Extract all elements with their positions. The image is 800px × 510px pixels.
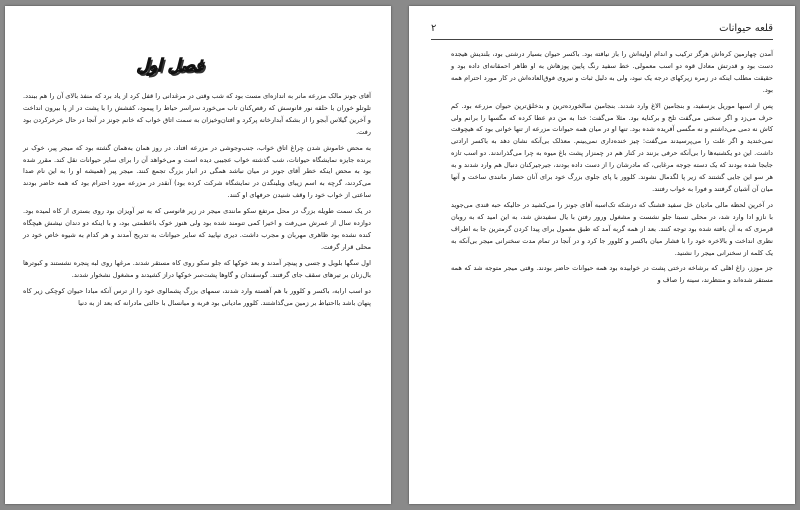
header-rule (431, 39, 773, 40)
right-page-body (451, 49, 773, 498)
paragraph: جز موزز، زاغ اهلی که برشاخه درختی پشت در خوابیده بود همه حیوانات حاضر بودند. وقتی میجر متوجه شد که همه مستقر شده‌اند و منتظرند، سینه را صاف و (451, 264, 773, 285)
running-header (431, 23, 773, 37)
paragraph: آمدن چهارمین کره‌اش هرگز ترکیب و اندام اولیه‌اش را باز نیافته بود. باکسر حیوان بسیار درشتی بود، بلندیش هیجده دست بود و قدرتش معادل قوه دو اسب معمولی. خط سفید رنگ پایین پوزهاش به او ظاهر احمقانه‌ای داده بود و حقیقت مطلب اینکه در زمره زیرکهای درجه یک نبود، ولی به دلیل ثبات و نیروی فوق‌العاده‌اش در کار مورد احترام همه بود. (451, 50, 773, 94)
chapter-title: فصل اول (136, 56, 204, 76)
left-page (5, 6, 391, 504)
paragraph: آقای جونز مالک مزرعه مانر به اندازه‌ای مست بود که شب وقتی در مرغدانی را قفل کرد از یاد برد که منفذ بالای آن را هم ببندد. تلوتلو خوران با حلقه نور فانوسش که رقص‌کنان تاب می‌خورد سراسر حیاط را پیمود، کفشش را با پشت در از پا بیرون انداخت و آخرین گیلاس آبجو را از بشکه آبدارخانه پرکرد و افتان‌وخیزان به سمت اتاق خواب که خانم جونز در آنجا در حال خرخرکردن بود رفت. (23, 92, 371, 136)
right-page (409, 6, 795, 504)
paragraph: دو اسب ارابه، باکسر و کلوور با هم آهسته وارد شدند، سمهای بزرگ پشمالوی خود را از ترس آنکه مبادا حیوان کوچکی زیر کاه پنهان باشد بااحتیاط بر زمین می‌گذاشتند. کلوور مادیانی بود فربه و میانسال با حالتی مادرانه که بعد از به دنیا (23, 286, 371, 307)
paragraph: در یک سمت طویله بزرگ در محل مرتفع سکو مانندی میجر در زیر فانوسی که به تیر آویزان بود روی بستری از کاه لمیده بود. دوازده سال از عمرش می‌رفت و اخیرا کمی تنومند شده بود ولی هنوز خوک باعظمتی بود، و با اینکه دو دندان نیشش هیچگاه کنده نشده بود ظاهری مهربان و مجرب داشت. دیری نپایید که سایر حیوانات به تدریج آمدند و هر کدام به شیوه خاص خود در محلی قرار گرفت. (23, 207, 371, 251)
paragraph: پس از اسبها موریل بزسفید، و بنجامین الاغ وارد شدند. بنجامین سالخورده‌ترین و بدخلق‌ترین حیوان مزرعه بود. کم حرف می‌زد و اگر سخنی می‌گفت تلخ و برکنایه بود. مثلا می‌گفت: خدا به من دم عطا کرده که مگسها را برانم ولی کاش نه دمی می‌داشتم و نه مگسی آفریده شده بود. تنها او در میان همه حیوانات مزرعه از تنها خوانی بود که هیچوقت نمی‌خندید و اگر علت را می‌پرسیدند می‌گفت: چیز خنده‌داری نمی‌بینم. معذلک بی‌آنکه نشان دهد به باکسر ارادتی داشت. این دو یکشنبه‌ها را بی‌آنکه حرفی بزنند در کنار هم در چمنزار پشت باغ میوه به چرا می‌گذراندند. دو اسب تازه جابجا شده بودند که یک دسته جوجه مرغابی، که مادرشان را از دست داده بودند، جیرجیرکنان دنبال هم وارد شدند و به هر سو این جایی گشتند که زیر پا لگدمال نشوند. کلوور با پای جلوی بزرگ خود برای آنان حصار مانندی ساخت و آنها میان آن آشیان گرفتند و فورا به خواب رفتند. (451, 101, 773, 193)
paragraph: در آخرین لحظه مالی مادیان خل سفید قشنگ که درشکه تک‌اسبه آقای جونز را می‌کشید در حالیکه حبه قندی می‌جوید با نازو ادا وارد شد، در محلی نسبتا جلو نشست و مشغول ورور رفتن با یال سفیدش شد، به این امید که به روبان قرمزی که به آن بافته شده بود توجه کنند. بعد از همه گربه آمد که طبق معمول برای پیدا کردن گرمترین جا به اطراف نظری انداخت و بالاخره خود را با فشار میان باکسر و کلوور جا کرد و در آنجا در تمام مدت سخنرانی میجر بی‌آنکه به یک کلمه از سخنرانی میجر را نشنید. (451, 200, 773, 257)
paragraph: به محض خاموش شدن چراغ اتاق خواب، جنب‌وجوشی در مزرعه افتاد. در روز همان به‌همان گشته بود که میجر پیر، خوک نر برنده جایزه نمایشگاه حیوانات، شب گذشته خواب عجیبی دیده است و می‌خواهد آن را برای سایر حیوانات نقل کند. مقرر شده بود به محض اینکه خطر آقای جونز در میان نباشد همگی در انبار بزرگ تجمع کنند. میجر پیر (همیشه او را به این نام صدا می‌کردند، گرچه به اسم زیبای ویلینگدن در نمایشگاه شرکت کرده بود) آنقدر در مزرعه مورد احترام بود که همه حاضر بودند ساعتی از خواب خود را وقف شنیدن حرفهای او کنند. (23, 143, 371, 200)
left-page-body (23, 91, 371, 498)
paragraph: اول سگها بلوبل و جسی و پینچر آمدند و بعد خوکها که جلو سکو روی کاه مستقر شدند. مرغها روی لبه پنجره نشستند و کبوترها بال‌زنان بر تیرهای سقف جای گرفتند. گوسفندان و گاوها پشت‌سر خوکها دراز کشیدند و مشغول نشخوار شدند. (23, 258, 371, 279)
header-title: قلعه حیوانات (719, 23, 773, 34)
page-number: ٢ (431, 23, 437, 34)
